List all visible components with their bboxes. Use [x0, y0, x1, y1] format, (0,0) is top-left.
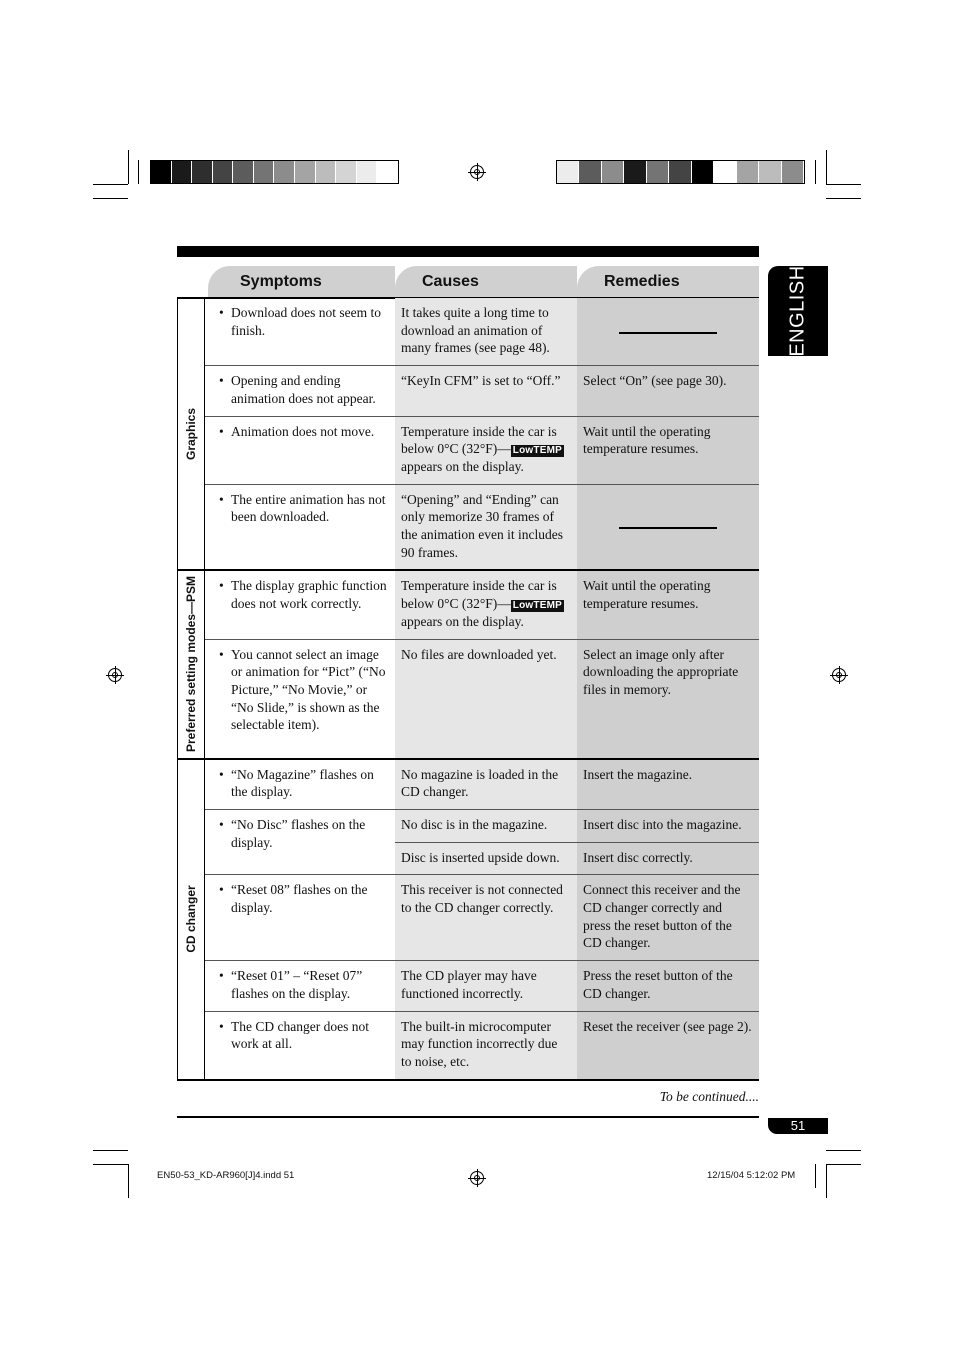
color-swatch: [624, 161, 646, 183]
remedy-cell: Wait until the operating temperature resumes.: [577, 417, 759, 484]
page-number: 51: [768, 1118, 828, 1134]
section-label-text: Preferred setting modes—PSM: [184, 576, 198, 753]
table-row: [205, 298, 759, 366]
cause-remedy-pair: [395, 571, 759, 638]
remedy-cell: Connect this receiver and the CD changer correctly and press the reset button of the CD changer.: [577, 875, 759, 960]
remedy-cell: Insert disc correctly.: [577, 843, 759, 875]
cause-remedy-pair: [395, 298, 759, 365]
symptom-cell: • Animation does not move.: [205, 417, 395, 484]
section-label: [177, 571, 205, 757]
cause-text: Temperature inside the car is below 0°C (32°F)—: [401, 423, 557, 457]
file-slug: EN50-53_KD-AR960[J]4.indd 51: [157, 1170, 295, 1181]
color-swatch: [737, 161, 759, 183]
color-swatch: [669, 161, 691, 183]
symptom-cell: • The CD changer does not work at all.: [205, 1012, 395, 1079]
continued-note: To be continued....: [659, 1089, 759, 1104]
color-swatch: [692, 161, 714, 183]
cause-remedy-pair: [395, 417, 759, 484]
cause-cell: This receiver is not connected to the CD changer correctly.: [395, 875, 577, 960]
table-row: [205, 1012, 759, 1079]
color-swatch: [316, 161, 337, 183]
color-swatch: [254, 161, 275, 183]
cause-cell: [395, 571, 577, 638]
cause-cell: No files are downloaded yet.: [395, 640, 577, 758]
lowtemp-indicator: LowTEMP: [512, 600, 562, 612]
cause-cell: It takes quite a long time to download an animation of many frames (see page 48).: [395, 298, 577, 365]
table-row: [205, 417, 759, 485]
language-tab: [768, 266, 828, 356]
table-section: [177, 571, 759, 759]
cause-cell: “Opening” and “Ending” can only memorize 30 frames of the animation even it includes 90 frames.: [395, 485, 577, 570]
table-row: [205, 366, 759, 416]
symptom-cell: • “Reset 01” – “Reset 07” flashes on the display.: [205, 961, 395, 1010]
color-bar-right: [556, 160, 805, 184]
color-swatch: [151, 161, 172, 183]
color-swatch: [647, 161, 669, 183]
color-swatch: [357, 161, 378, 183]
cause-remedy-pair: [395, 875, 759, 960]
cause-remedy-pair: [395, 961, 759, 1010]
cause-cell: No magazine is loaded in the CD changer.: [395, 760, 577, 809]
lowtemp-indicator: LowTEMP: [512, 445, 562, 457]
registration-mark-bottom: [470, 1171, 484, 1185]
remedy-cell: Select “On” (see page 30).: [577, 366, 759, 415]
color-swatch: [274, 161, 295, 183]
color-swatch: [172, 161, 193, 183]
cause-remedy-pair: [395, 760, 759, 809]
color-swatch: [377, 161, 398, 183]
cause-remedy-pair: [395, 366, 759, 415]
troubleshooting-table: [177, 298, 759, 1081]
color-swatch: [782, 161, 804, 183]
cause-remedy-pair: [395, 640, 759, 758]
registration-mark-top: [470, 165, 484, 179]
symptom-cell: • Opening and ending animation does not appear.: [205, 366, 395, 415]
cause-text: appears on the display.: [401, 458, 524, 474]
no-remedy-dash: [619, 527, 717, 529]
header-rule: [177, 246, 759, 257]
symptom-cell: • The entire animation has not been downloaded.: [205, 485, 395, 570]
remedy-cell: Select an image only after downloading the appropriate files in memory.: [577, 640, 759, 758]
cause-cell: The CD player may have functioned incorrectly.: [395, 961, 577, 1010]
registration-mark-right: [832, 668, 846, 682]
cause-cell: The built-in microcomputer may function incorrectly due to noise, etc.: [395, 1012, 577, 1079]
color-bar-left: [150, 160, 399, 184]
symptom-cell: • “No Magazine” flashes on the display.: [205, 760, 395, 809]
section-label-text: CD changer: [184, 885, 198, 953]
remedy-cell: Reset the receiver (see page 2).: [577, 1012, 759, 1079]
color-swatch: [213, 161, 234, 183]
remedy-cell: Wait until the operating temperature resumes.: [577, 571, 759, 638]
color-swatch: [233, 161, 254, 183]
registration-mark-left: [108, 668, 122, 682]
symptom-cell: • “Reset 08” flashes on the display.: [205, 875, 395, 960]
cause-cell: No disc is in the magazine.: [395, 810, 577, 842]
cause-remedy-pair: [395, 485, 759, 570]
footer-rule: [177, 1116, 759, 1118]
table-row: [205, 571, 759, 639]
header-causes: Causes: [395, 266, 577, 298]
header-remedies: Remedies: [577, 266, 759, 298]
symptom-cell: • The display graphic function does not work correctly.: [205, 571, 395, 638]
no-remedy-dash: [619, 332, 717, 334]
color-swatch: [759, 161, 781, 183]
cause-cell: [395, 417, 577, 484]
table-row: [205, 961, 759, 1011]
table-row: [205, 810, 759, 875]
section-label-text: Graphics: [184, 407, 198, 460]
remedy-cell: Press the reset button of the CD changer.: [577, 961, 759, 1010]
cause-cell: “KeyIn CFM” is set to “Off.”: [395, 366, 577, 415]
cause-text: Temperature inside the car is below 0°C (32°F)—: [401, 578, 557, 612]
cause-remedy-pair: [395, 1012, 759, 1079]
remedy-cell: [577, 485, 759, 570]
color-swatch: [602, 161, 624, 183]
cause-remedy-pair: [395, 843, 759, 875]
color-swatch: [192, 161, 213, 183]
remedy-cell: Insert the magazine.: [577, 760, 759, 809]
remedy-cell: [577, 298, 759, 365]
table-row: [205, 760, 759, 810]
color-swatch: [714, 161, 736, 183]
color-swatch: [336, 161, 357, 183]
print-timestamp: 12/15/04 5:12:02 PM: [707, 1170, 796, 1181]
table-row: [205, 640, 759, 758]
symptom-cell: • Download does not seem to finish.: [205, 298, 395, 365]
symptom-cell: • You cannot select an image or animation for “Pict” (“No Picture,” “No Movie,” or “No Slide,” is shown as the selectable item).: [205, 640, 395, 758]
table-section: [177, 760, 759, 1081]
color-swatch: [557, 161, 579, 183]
section-label: [177, 760, 205, 1079]
language-tab-label: ENGLISH: [786, 265, 809, 357]
cause-cell: Disc is inserted upside down.: [395, 843, 577, 875]
table-row: [205, 485, 759, 570]
symptom-cell: • “No Disc” flashes on the display.: [205, 810, 395, 874]
color-swatch: [295, 161, 316, 183]
table-row: [205, 875, 759, 961]
table-section: [177, 298, 759, 571]
cause-remedy-pair: [395, 810, 759, 843]
header-symptoms: Symptoms: [208, 266, 395, 298]
remedy-cell: Insert disc into the magazine.: [577, 810, 759, 842]
color-swatch: [579, 161, 601, 183]
section-label: [177, 298, 205, 569]
cause-text: appears on the display.: [401, 613, 524, 629]
